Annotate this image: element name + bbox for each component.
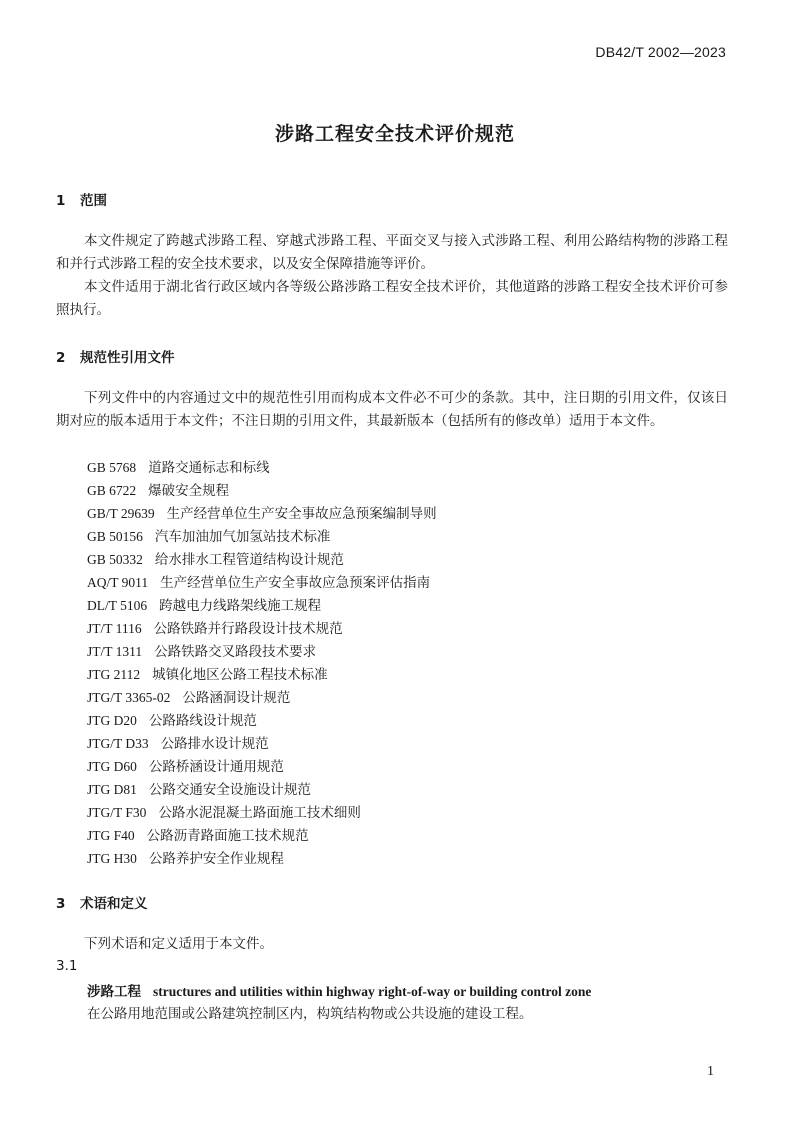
reference-item (87, 594, 437, 617)
reference-item (87, 663, 437, 686)
reference-item (87, 778, 437, 801)
reference-title: 生产经营单位生产安全事故应急预案评估指南 (160, 575, 431, 591)
reference-code: JTG F40 (87, 828, 135, 843)
reference-title: 道路交通标志和标线 (148, 460, 270, 476)
reference-title: 给水排水工程管道结构设计规范 (154, 552, 344, 568)
reference-code: GB 5768 (87, 460, 137, 475)
reference-code: GB 50156 (87, 529, 143, 544)
reference-code: JT/T 1116 (87, 621, 142, 636)
reference-code: AQ/T 9011 (87, 575, 149, 590)
page-number: 1 (707, 1064, 714, 1079)
reference-code: GB 6722 (87, 483, 137, 498)
reference-item (87, 548, 437, 571)
reference-item (87, 525, 437, 548)
reference-title: 公路水泥混凝土路面施工技术细则 (158, 805, 361, 821)
clause-number: 3.1 (56, 958, 78, 974)
reference-title: 公路铁路交叉路段技术要求 (154, 644, 317, 660)
reference-title: 爆破安全规程 (148, 483, 230, 499)
section-2-title: 规范性引用文件 (80, 350, 175, 366)
section-3-number: 3 (56, 896, 66, 912)
reference-code: DL/T 5106 (87, 598, 148, 613)
reference-title: 跨越电力线路架线施工规程 (159, 598, 322, 614)
reference-code: JTG/T 3365-02 (87, 690, 171, 705)
section-3-intro: 下列术语和定义适用于本文件。 (84, 936, 273, 952)
reference-code: JTG/T F30 (87, 805, 147, 820)
section-1-paragraph-2: 本文件适用于湖北省行政区域内各等级公路涉路工程安全技术评价，其他道路的涉路工程安全技术评价可参照执行。 (56, 279, 728, 318)
reference-item (87, 801, 437, 824)
normative-references-list (87, 456, 437, 870)
reference-title: 城镇化地区公路工程技术标准 (152, 667, 328, 683)
reference-item (87, 571, 437, 594)
section-1-number: 1 (56, 193, 66, 209)
section-2-heading (56, 346, 175, 366)
reference-title: 公路涵洞设计规范 (182, 690, 291, 706)
reference-item (87, 755, 437, 778)
reference-item (87, 502, 437, 525)
section-1-title: 范围 (80, 193, 107, 209)
reference-code: JTG H30 (87, 851, 137, 866)
reference-code: GB/T 29639 (87, 506, 155, 521)
section-2-number: 2 (56, 350, 66, 366)
document-title: 涉路工程安全技术评价规范 (274, 123, 515, 145)
reference-item (87, 617, 437, 640)
reference-title: 公路沥青路面施工技术规范 (146, 828, 309, 844)
reference-title: 公路桥涵设计通用规范 (148, 759, 284, 775)
term-english: structures and utilities within highway right-of-way or building control zone (153, 984, 592, 999)
reference-title: 公路铁路并行路段设计技术规范 (153, 621, 343, 637)
reference-code: GB 50332 (87, 552, 143, 567)
reference-code: JTG D60 (87, 759, 137, 774)
reference-item (87, 640, 437, 663)
reference-item (87, 847, 437, 870)
reference-code: JTG D81 (87, 782, 137, 797)
reference-item (87, 456, 437, 479)
section-1-heading (56, 189, 107, 209)
reference-code: JT/T 1311 (87, 644, 143, 659)
section-3-heading (56, 892, 148, 912)
reference-item (87, 479, 437, 502)
reference-item (87, 824, 437, 847)
term-definition: 在公路用地范围或公路建筑控制区内，构筑结构物或公共设施的建设工程。 (87, 1006, 533, 1022)
reference-title: 公路排水设计规范 (160, 736, 269, 752)
reference-title: 生产经营单位生产安全事故应急预案编制导则 (166, 506, 437, 522)
term-chinese: 涉路工程 (87, 984, 141, 1000)
reference-code: JTG/T D33 (87, 736, 149, 751)
reference-item (87, 686, 437, 709)
reference-title: 公路养护安全作业规程 (148, 851, 284, 867)
reference-title: 汽车加油加气加氢站技术标准 (154, 529, 331, 545)
section-1-paragraph-1: 本文件规定了跨越式涉路工程、穿越式涉路工程、平面交叉与接入式涉路工程、利用公路结构物的涉路工程和并行式涉路工程的安全技术要求，以及安全保障措施等评价。 (56, 233, 728, 272)
reference-code: JTG 2112 (87, 667, 141, 682)
section-2-intro: 下列文件中的内容通过文中的规范性引用而构成本文件必不可少的条款。其中，注日期的引用文件，仅该日期对应的版本适用于本文件；不注日期的引用文件，其最新版本（包括所有的修改单）适用于本文件。 (56, 390, 728, 429)
doc-code: DB42/T 2002—2023 (595, 44, 726, 60)
reference-title: 公路交通安全设施设计规范 (148, 782, 311, 798)
term-entry (87, 980, 591, 1000)
reference-item (87, 732, 437, 755)
section-3-title: 术语和定义 (80, 896, 148, 912)
reference-title: 公路路线设计规范 (148, 713, 257, 729)
reference-item (87, 709, 437, 732)
reference-code: JTG D20 (87, 713, 137, 728)
